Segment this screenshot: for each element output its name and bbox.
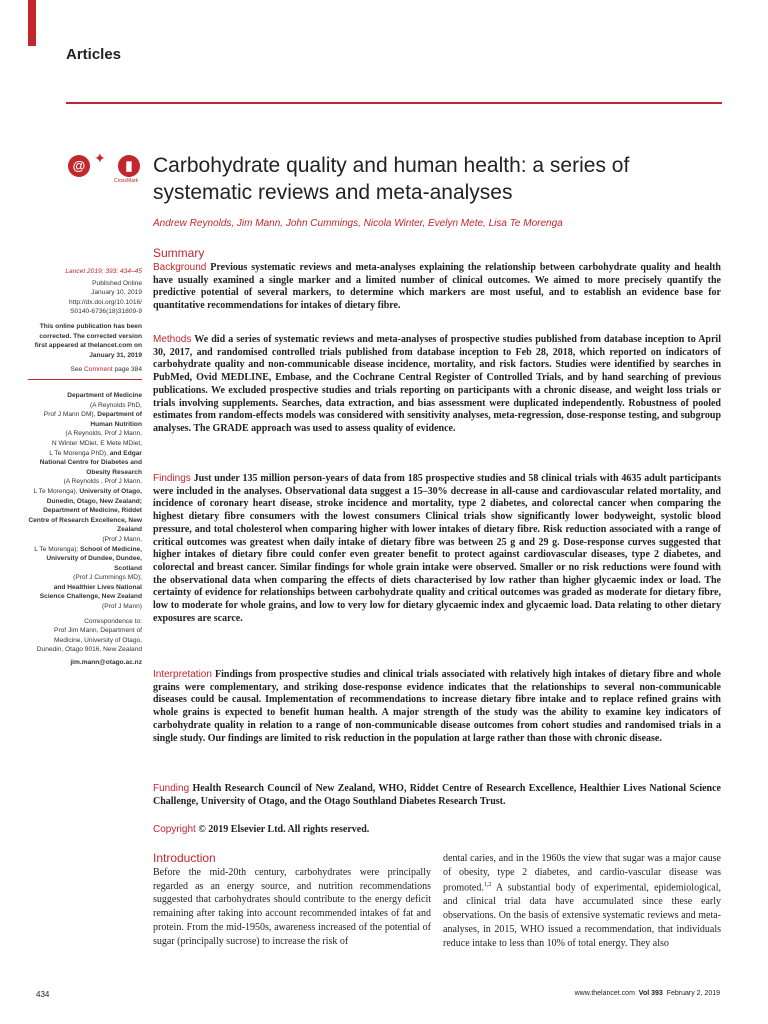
section-tab-marker: [28, 0, 36, 46]
affil-1: (A Reynolds PhD,: [89, 401, 142, 409]
comment-link[interactable]: Comment: [84, 366, 113, 374]
methods-label: Methods: [153, 334, 192, 345]
journal-volume: Vol 393: [638, 990, 663, 997]
article-icons: [68, 153, 146, 189]
see-comment-suffix: page 384: [114, 366, 142, 374]
sparkle-icon: ✦: [94, 151, 106, 167]
methods-text: We did a series of systematic reviews and meta-analyses of prospective studies published from database inception to April 30, 2017, and randomised controlled trials published from database inception to Feb 28, 2018, which reported on indicators of carbohydrate quality and non-communicable disease incidence, mortality, and risk factors. Studies were identified by searches in PubMed, Ovid MEDLINE, Embase, and the Cochrane Central Register of Controlled Trials, and by hand searching of previous publications. We excluded prospective studies and trials reporting on participants with a chronic disease, and weight loss trials or trials involving supplements. Searches, data extraction, and bias assessment were duplicated independently. Robustness of pooled estimates from random-effects models was considered with sensitivity analyses, meta-regression, dose-response testing, and subgroup analyses. The GRADE approach was used to assess quality of evidence.: [153, 334, 721, 434]
author-list: Andrew Reynolds, Jim Mann, John Cummings, Nicola Winter, Evelyn Mete, Lisa Te Morenga: [153, 218, 563, 229]
section-label: Articles: [66, 46, 122, 63]
header-rule: [66, 102, 722, 104]
intro-column-2: [443, 852, 721, 950]
interpretation-text: Findings from prospective studies and clinical trials associated with relatively high intakes of dietary fibre and whole grains were complementary, and striking dose-response evidence indicates that the relationships to several non-communicable diseases could be causal. Implementation of recommendations to increase dietary fibre intake and to replace refined grains with whole grains is expected to benefit human health. A major strength of the study was the ability to examine key indicators of carbohydrate quality in relation to a range of non-communicable disease outcomes from cohort studies and randomised trials in a single study. Our findings are limited to risk reduction in the population at large rather than those with chronic disease.: [153, 669, 721, 744]
citation: Lancet 2019; 393: 434–45: [65, 268, 142, 275]
abstract-findings: [153, 473, 721, 625]
abstract-methods: [153, 334, 721, 436]
affil-5: L Te Morenga PhD),: [49, 449, 108, 457]
affil-6: (A Reynolds , Prof J Mann,: [63, 478, 142, 486]
journal-site[interactable]: www.thelancet.com: [574, 990, 635, 997]
affil-3: (A Reynolds, Prof J Mann,: [65, 430, 142, 438]
affil-9: L Te Morenga);: [34, 545, 79, 553]
affil-2-tail: Department of Human Nutrition: [90, 411, 142, 428]
published-label: Published Online: [92, 279, 142, 287]
doi-link[interactable]: http://dx.doi.org/10.1016/: [69, 298, 142, 306]
findings-label: Findings: [153, 473, 191, 484]
copyright-text: © 2019 Elsevier Ltd. All rights reserved.: [198, 824, 370, 835]
introduction-heading: Introduction: [153, 851, 216, 865]
reference-marker[interactable]: 1,2: [483, 882, 492, 889]
affil-8: (Prof J Mann,: [102, 535, 142, 543]
abstract-interpretation: [153, 669, 721, 745]
affil-5-tail: and Edgar National Centre for Diabetes and Obesity Research: [39, 449, 142, 476]
doi-link-cont[interactable]: S0140-6736(18)31809-9: [70, 308, 142, 316]
page-number: 434: [36, 990, 50, 999]
intro-col2-part-a: dental caries, and in the 1960s the view that sugar was a major cause of obesity, type 2 diabetes, and cardio-vascular disease was promoted.: [443, 853, 721, 894]
crossmark-icon[interactable]: ▮: [118, 155, 140, 177]
issue-date: February 2, 2019: [666, 990, 720, 997]
affil-7: L Te Morenga),: [33, 487, 78, 495]
abstract-copyright: [153, 824, 721, 837]
background-label: Background: [153, 262, 207, 273]
abstract-background: [153, 262, 721, 313]
summary-heading: Summary: [153, 246, 205, 260]
intro-col2-part-b: A substantial body of experimental, epidemiological, and clinical trial data have accumulated since these early observations. On the basis of extensive systematic reviews and meta-analyses, in 2015, WHO issued a recommendation, that individuals reduce intake to less than 10% of total energy. They also: [443, 882, 721, 949]
correspondence-label: Correspondence to:: [84, 617, 142, 625]
affil-2: Prof J Mann DM),: [43, 411, 96, 419]
sidebar-citation: [28, 267, 142, 383]
correspondence-address: Prof Jim Mann, Department of Medicine, University of Otago, Dunedin, Otago 9016, New Zealand: [36, 627, 142, 654]
findings-text: Just under 135 million person-years of data from 185 prospective studies and 58 clinical trials with 4635 adult participants were included in the analyses. Observational data suggest a 15–30% decrease in all-cause and cardiovascular related mortality, and incidence of coronary heart disease, stroke incidence and mortality, type 2 diabetes, and colorectal cancer when comparing the highest dietary fibre consumers with the lowest consumers Clinical trials show significantly lower bodyweight, systolic blood pressure, and total cholesterol when comparing higher with lower intakes of dietary fibre. Risk reduction associated with a range of critical outcomes was greatest when daily intake of dietary fibre was between 25 g and 29 g. Dose-response curves suggested that higher intakes of dietary fibre could confer even greater benefit to protect against cardiovascular diseases, type 2 diabetes, and colorectal and breast cancer. Similar findings for whole grain intake were observed. Smaller or no risk reductions were found with the observational data when comparing the effects of diets characterised by low rather than higher glycaemic index or load. The certainty of evidence for relationships between carbohydrate quality and critical outcomes was graded as moderate for dietary fibre, low to moderate for whole grains, and low to very low for dietary glycaemic index and glycaemic load. Data relating to other dietary exposures are scarce.: [153, 473, 722, 624]
open-access-icon[interactable]: @: [68, 155, 90, 177]
sidebar-affiliations: [28, 391, 142, 668]
correction-note: This online publication has been corrected. The corrected version first appeared at thelancet.com on January 31, 2019: [34, 322, 142, 359]
footer-journal-info: [575, 990, 720, 997]
affil-7-tail: University of Otago, Dunedin, Otago, New Zealand; Department of Medicine, Riddet Centre of Research Excellence, New Zealand: [28, 487, 142, 534]
affil-11: and Healthier Lives National Science Challenge, New Zealand: [39, 583, 142, 601]
background-text: Previous systematic reviews and meta-analyses explaining the relationship between carbohydrate quality and health have usually examined a single marker and a limited number of clinical outcomes. We aimed to more precisely quantify the predictive potential of several markers, to determine which markers are most useful, and to establish an evidence base for quantitative recommendations for intakes of dietary fibre.: [153, 262, 721, 312]
publication-date: January 10, 2019: [91, 289, 142, 297]
affil-0: Department of Medicine: [67, 392, 142, 399]
funding-text: Health Research Council of New Zealand, WHO, Riddet Centre of Research Excellence, Healthier Lives National Science Challenge, University of Otago, and the Otago Southland Diabetes Research Trust.: [153, 783, 721, 807]
copyright-label: Copyright: [153, 824, 196, 835]
abstract-funding: [153, 783, 721, 808]
affil-9-tail: School of Medicine, University of Dundee, Dundee, Scotland: [46, 545, 142, 572]
interpretation-label: Interpretation: [153, 669, 212, 680]
affil-4: N Winter MDiet, E Mete MDiet,: [51, 439, 142, 447]
affil-10: (Prof J Cummings MD);: [73, 574, 142, 582]
funding-label: Funding: [153, 783, 190, 794]
article-title: Carbohydrate quality and human health: a series of systematic reviews and meta-analyses: [153, 154, 630, 204]
affil-11-tail: (Prof J Mann): [102, 603, 142, 611]
see-comment-prefix: See: [70, 366, 83, 374]
crossmark-label: CrossMark: [114, 178, 139, 184]
correspondence-email[interactable]: jim.mann@otago.ac.nz: [70, 659, 142, 667]
intro-column-1: Before the mid-20th century, carbohydrates were principally regarded as an energy source, and nutrition recommendations suggested that carbohydrates should contribute to the energy deficit remaining after taking into account recommended intakes of fat and protein. From the mid-1950s, awareness increased of the potential of sugar (principally sucrose) to increase the risk of: [153, 867, 431, 947]
sidebar-rule: [28, 379, 142, 380]
